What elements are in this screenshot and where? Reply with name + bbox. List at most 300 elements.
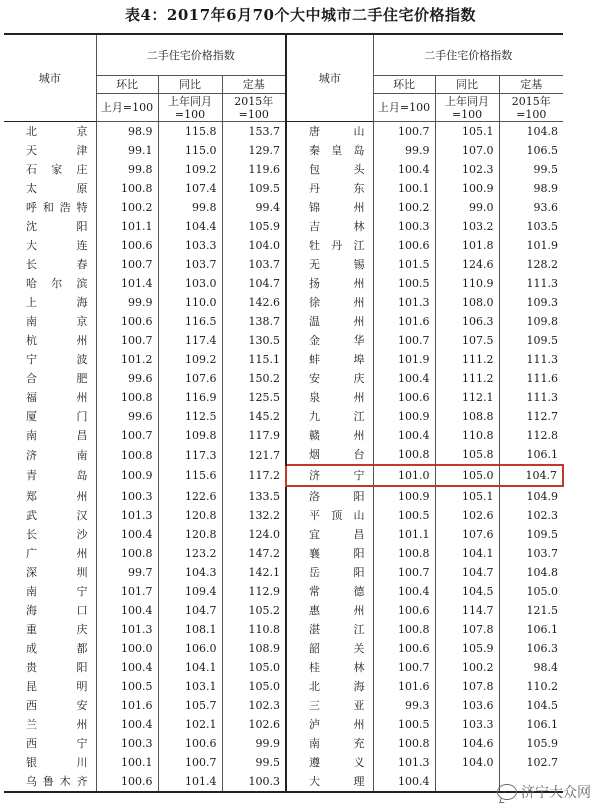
left-base-cell: 103.7: [222, 255, 286, 274]
right-yoy-cell: 104.7: [435, 563, 499, 582]
right-yoy-cell: 106.3: [435, 312, 499, 331]
left-city-cell: 西安: [26, 699, 88, 712]
right-yoy-cell: 107.0: [435, 141, 499, 160]
left-yoy-cell: 100.6: [158, 734, 222, 753]
right-mom-cell: 100.4: [373, 369, 435, 388]
table-row: [4, 486, 563, 506]
left-base-cell: 147.2: [222, 544, 286, 563]
table-row: [4, 122, 563, 142]
right-mom-cell: 100.7: [373, 122, 435, 142]
right-city-cell: 惠州: [286, 601, 373, 620]
base-base-left: 2015年=100: [222, 94, 286, 122]
left-city-cell: 石家庄: [26, 163, 88, 176]
left-yoy-cell: 120.8: [158, 525, 222, 544]
table-row: [4, 293, 563, 312]
left-city-cell: 厦门: [26, 410, 88, 423]
left-yoy-cell: 107.6: [158, 369, 222, 388]
table-row: [4, 620, 563, 639]
table-row: [4, 544, 563, 563]
right-mom-cell: 100.8: [373, 734, 435, 753]
left-base-cell: 105.9: [222, 217, 286, 236]
right-city-cell: 北海: [286, 677, 373, 696]
left-base-cell: 125.5: [222, 388, 286, 407]
right-mom-cell: 101.9: [373, 350, 435, 369]
table-row: [4, 179, 563, 198]
left-city-cell: 贵阳: [26, 661, 88, 674]
right-yoy-cell: 100.2: [435, 658, 499, 677]
table-row: [4, 715, 563, 734]
right-mom-cell: 100.5: [373, 715, 435, 734]
right-yoy-cell: 112.1: [435, 388, 499, 407]
right-base-cell: 99.5: [499, 160, 563, 179]
left-city-cell: 青岛: [26, 469, 88, 482]
right-yoy-cell: 103.6: [435, 696, 499, 715]
right-yoy-cell: 107.6: [435, 525, 499, 544]
left-base-cell: 130.5: [222, 331, 286, 350]
right-city-cell: 牡丹江: [286, 236, 373, 255]
left-city-cell: 大连: [26, 239, 88, 252]
right-base-cell: 102.7: [499, 753, 563, 772]
right-yoy-cell: 99.0: [435, 198, 499, 217]
left-base-cell: 119.6: [222, 160, 286, 179]
right-base-cell: 111.3: [499, 350, 563, 369]
table-row: [4, 639, 563, 658]
left-yoy-cell: 103.0: [158, 274, 222, 293]
left-yoy-cell: 122.6: [158, 486, 222, 506]
table-row: [4, 734, 563, 753]
right-base-cell: 112.7: [499, 407, 563, 426]
right-yoy-cell: 103.3: [435, 715, 499, 734]
right-mom-cell: 100.4: [373, 582, 435, 601]
left-yoy-cell: 115.0: [158, 141, 222, 160]
left-city-cell: 西宁: [26, 737, 88, 750]
left-mom-cell: 100.0: [96, 639, 158, 658]
right-base-cell: 105.9: [499, 734, 563, 753]
left-yoy-cell: 108.1: [158, 620, 222, 639]
right-yoy-cell: 107.8: [435, 677, 499, 696]
table-row: [4, 236, 563, 255]
left-mom-cell: 100.5: [96, 677, 158, 696]
right-mom-cell: 100.8: [373, 620, 435, 639]
left-yoy-cell: 103.1: [158, 677, 222, 696]
left-city-cell: 银川: [26, 756, 88, 769]
left-yoy-cell: 101.4: [158, 772, 222, 792]
left-yoy-cell: 117.3: [158, 445, 222, 465]
left-yoy-cell: 109.4: [158, 582, 222, 601]
left-mom-cell: 100.8: [96, 445, 158, 465]
right-mom-cell: 100.6: [373, 601, 435, 620]
left-yoy-cell: 110.0: [158, 293, 222, 312]
left-mom-cell: 100.9: [96, 465, 158, 486]
right-yoy-cell: 104.6: [435, 734, 499, 753]
right-city-cell: 湛江: [286, 620, 373, 639]
right-yoy-cell: 108.8: [435, 407, 499, 426]
left-base-cell: 102.3: [222, 696, 286, 715]
right-base-cell: 109.5: [499, 331, 563, 350]
left-city-cell: 长春: [26, 258, 88, 271]
right-base-cell: 128.2: [499, 255, 563, 274]
right-city-cell: 南充: [286, 734, 373, 753]
right-base-cell: 101.9: [499, 236, 563, 255]
left-city-cell: 呼和浩特: [26, 201, 88, 214]
right-mom-cell: 100.5: [373, 274, 435, 293]
left-yoy-cell: 109.2: [158, 160, 222, 179]
left-mom-cell: 100.7: [96, 331, 158, 350]
left-base-cell: 142.1: [222, 563, 286, 582]
chat-bubble-icon: [497, 784, 517, 800]
left-yoy-cell: 106.0: [158, 639, 222, 658]
table-header: [4, 34, 563, 122]
base-yoy-right: 上年同月=100: [435, 94, 499, 122]
left-city-cell: 广州: [26, 547, 88, 560]
left-mom-cell: 101.4: [96, 274, 158, 293]
left-base-cell: 99.5: [222, 753, 286, 772]
right-base-cell: 104.8: [499, 563, 563, 582]
left-base-cell: 99.4: [222, 198, 286, 217]
right-yoy-cell: 105.8: [435, 445, 499, 465]
left-yoy-cell: 115.8: [158, 122, 222, 142]
left-yoy-cell: 104.3: [158, 563, 222, 582]
left-city-cell: 昆明: [26, 680, 88, 693]
right-base-cell: 93.6: [499, 198, 563, 217]
left-city-cell: 海口: [26, 604, 88, 617]
right-mom-cell: 101.3: [373, 293, 435, 312]
left-base-cell: 110.8: [222, 620, 286, 639]
right-base-cell: 104.7: [499, 465, 563, 486]
right-mom-cell: 100.4: [373, 426, 435, 445]
left-base-cell: 109.5: [222, 179, 286, 198]
table-row: [4, 658, 563, 677]
left-base-cell: 104.7: [222, 274, 286, 293]
right-city-cell: 温州: [286, 312, 373, 331]
right-city-cell: 遵义: [286, 753, 373, 772]
right-mom-cell: 101.6: [373, 312, 435, 331]
right-mom-cell: 101.6: [373, 677, 435, 696]
left-mom-cell: 101.3: [96, 506, 158, 525]
right-city-cell: 常德: [286, 582, 373, 601]
left-mom-cell: 100.3: [96, 486, 158, 506]
right-city-cell: 桂林: [286, 658, 373, 677]
right-base-cell: 103.5: [499, 217, 563, 236]
left-city-cell: 哈尔滨: [26, 277, 88, 290]
left-yoy-cell: 112.5: [158, 407, 222, 426]
left-yoy-cell: 100.7: [158, 753, 222, 772]
col-yoy-right: 同比: [435, 76, 499, 94]
left-mom-cell: 99.9: [96, 293, 158, 312]
left-base-cell: 142.6: [222, 293, 286, 312]
right-base-cell: 106.1: [499, 620, 563, 639]
table-title: 表4：2017年6月70个大中城市二手住宅价格指数: [125, 6, 476, 24]
left-mom-cell: 98.9: [96, 122, 158, 142]
left-mom-cell: 99.6: [96, 369, 158, 388]
right-base-cell: 109.8: [499, 312, 563, 331]
left-base-cell: 133.5: [222, 486, 286, 506]
right-yoy-cell: 100.9: [435, 179, 499, 198]
right-base-cell: 104.8: [499, 122, 563, 142]
left-city-cell: 深圳: [26, 566, 88, 579]
right-city-cell: 吉林: [286, 217, 373, 236]
left-base-cell: 153.7: [222, 122, 286, 142]
right-base-cell: 106.1: [499, 715, 563, 734]
right-yoy-cell: 102.3: [435, 160, 499, 179]
right-base-cell: 105.0: [499, 582, 563, 601]
col-mom-right: 环比: [373, 76, 435, 94]
right-yoy-cell: 111.2: [435, 369, 499, 388]
table-row: [4, 198, 563, 217]
right-base-cell: 98.4: [499, 658, 563, 677]
right-base-cell: 103.7: [499, 544, 563, 563]
right-yoy-cell: 105.1: [435, 122, 499, 142]
col-base-left: 定基: [222, 76, 286, 94]
left-city-cell: 福州: [26, 391, 88, 404]
right-mom-cell: 100.9: [373, 486, 435, 506]
right-base-cell: 111.3: [499, 388, 563, 407]
right-city-cell: 韶关: [286, 639, 373, 658]
left-base-cell: 117.2: [222, 465, 286, 486]
right-city-cell: 岳阳: [286, 563, 373, 582]
right-city-cell: 泉州: [286, 388, 373, 407]
right-mom-cell: 101.0: [373, 465, 435, 486]
right-mom-cell: 100.8: [373, 544, 435, 563]
left-mom-cell: 100.6: [96, 772, 158, 792]
table-row: [4, 525, 563, 544]
left-city-cell: 长沙: [26, 528, 88, 541]
right-yoy-cell: [435, 772, 499, 792]
right-yoy-cell: 110.9: [435, 274, 499, 293]
left-yoy-cell: 104.1: [158, 658, 222, 677]
left-city-cell: 杭州: [26, 334, 88, 347]
table-row: [4, 255, 563, 274]
table-row: [4, 331, 563, 350]
right-city-cell: 三亚: [286, 696, 373, 715]
right-mom-cell: 101.5: [373, 255, 435, 274]
left-yoy-cell: 103.7: [158, 255, 222, 274]
right-mom-cell: 101.1: [373, 525, 435, 544]
right-mom-cell: 100.7: [373, 563, 435, 582]
left-city-cell: 南昌: [26, 429, 88, 442]
right-yoy-cell: 110.8: [435, 426, 499, 445]
right-city-cell: 烟台: [286, 445, 373, 465]
right-mom-cell: 100.9: [373, 407, 435, 426]
right-mom-cell: 100.8: [373, 445, 435, 465]
right-city-cell: 安庆: [286, 369, 373, 388]
watermark: [497, 782, 591, 802]
left-mom-cell: 100.8: [96, 388, 158, 407]
left-mom-cell: 99.7: [96, 563, 158, 582]
right-city-cell: 平顶山: [286, 506, 373, 525]
left-yoy-cell: 117.4: [158, 331, 222, 350]
right-city-cell: 宜昌: [286, 525, 373, 544]
left-city-cell: 兰州: [26, 718, 88, 731]
index-group-header-right: 二手住宅价格指数: [373, 34, 563, 76]
left-mom-cell: 101.7: [96, 582, 158, 601]
left-yoy-cell: 116.9: [158, 388, 222, 407]
right-mom-cell: 100.7: [373, 658, 435, 677]
right-base-cell: 104.5: [499, 696, 563, 715]
left-mom-cell: 100.7: [96, 426, 158, 445]
left-mom-cell: 100.4: [96, 715, 158, 734]
left-city-cell: 重庆: [26, 623, 88, 636]
left-mom-cell: 100.4: [96, 525, 158, 544]
right-city-cell: 锦州: [286, 198, 373, 217]
left-mom-cell: 99.1: [96, 141, 158, 160]
left-base-cell: 145.2: [222, 407, 286, 426]
table-row: [4, 601, 563, 620]
left-mom-cell: 99.6: [96, 407, 158, 426]
left-mom-cell: 100.7: [96, 255, 158, 274]
table-row: [4, 350, 563, 369]
right-city-cell: 泸州: [286, 715, 373, 734]
left-base-cell: 115.1: [222, 350, 286, 369]
right-base-cell: 109.5: [499, 525, 563, 544]
left-city-cell: 沈阳: [26, 220, 88, 233]
right-city-cell: 洛阳: [286, 486, 373, 506]
right-base-cell: 110.2: [499, 677, 563, 696]
left-yoy-cell: 109.8: [158, 426, 222, 445]
right-mom-cell: 100.7: [373, 331, 435, 350]
right-mom-cell: 99.9: [373, 141, 435, 160]
right-city-cell: 秦皇岛: [286, 141, 373, 160]
right-mom-cell: 100.5: [373, 506, 435, 525]
city-header-left: 城市: [38, 71, 61, 85]
table-row: [4, 141, 563, 160]
right-base-cell: 102.3: [499, 506, 563, 525]
table-row: [4, 388, 563, 407]
right-city-cell: 赣州: [286, 426, 373, 445]
table-row: [4, 445, 563, 465]
right-base-cell: 106.5: [499, 141, 563, 160]
table-row: [4, 369, 563, 388]
right-yoy-cell: 104.0: [435, 753, 499, 772]
right-yoy-cell: 104.1: [435, 544, 499, 563]
right-city-cell: 金华: [286, 331, 373, 350]
base-yoy-left: 上年同月=100: [158, 94, 222, 122]
right-yoy-cell: 101.8: [435, 236, 499, 255]
right-yoy-cell: 124.6: [435, 255, 499, 274]
left-base-cell: 105.2: [222, 601, 286, 620]
col-base-right: 定基: [499, 76, 563, 94]
base-mom-right: 上月=100: [373, 94, 435, 122]
table-row: [4, 465, 563, 486]
right-base-cell: 121.5: [499, 601, 563, 620]
right-base-cell: 106.1: [499, 445, 563, 465]
left-mom-cell: 100.6: [96, 236, 158, 255]
right-base-cell: 112.8: [499, 426, 563, 445]
left-yoy-cell: 120.8: [158, 506, 222, 525]
left-yoy-cell: 102.1: [158, 715, 222, 734]
base-mom-left: 上月=100: [96, 94, 158, 122]
left-yoy-cell: 104.4: [158, 217, 222, 236]
right-city-cell: 蚌埠: [286, 350, 373, 369]
left-yoy-cell: 115.6: [158, 465, 222, 486]
left-city-cell: 南京: [26, 315, 88, 328]
left-base-cell: 102.6: [222, 715, 286, 734]
left-mom-cell: 100.3: [96, 734, 158, 753]
left-base-cell: 104.0: [222, 236, 286, 255]
left-city-cell: 南宁: [26, 585, 88, 598]
left-mom-cell: 101.6: [96, 696, 158, 715]
right-city-cell: 扬州: [286, 274, 373, 293]
right-mom-cell: 100.2: [373, 198, 435, 217]
table-row: [4, 772, 563, 792]
watermark-text: 济宁大众网: [521, 785, 591, 801]
table-row: [4, 677, 563, 696]
left-mom-cell: 101.1: [96, 217, 158, 236]
price-index-table: [4, 33, 564, 793]
right-mom-cell: 100.6: [373, 388, 435, 407]
right-city-cell: 丹东: [286, 179, 373, 198]
left-base-cell: 121.7: [222, 445, 286, 465]
left-base-cell: 100.3: [222, 772, 286, 792]
right-yoy-cell: 107.5: [435, 331, 499, 350]
left-base-cell: 132.2: [222, 506, 286, 525]
right-base-cell: 111.3: [499, 274, 563, 293]
col-yoy-left: 同比: [158, 76, 222, 94]
index-group-header-left: 二手住宅价格指数: [96, 34, 286, 76]
right-city-cell: 徐州: [286, 293, 373, 312]
left-city-cell: 太原: [26, 182, 88, 195]
left-yoy-cell: 116.5: [158, 312, 222, 331]
right-city-cell: 襄阳: [286, 544, 373, 563]
right-yoy-cell: 105.9: [435, 639, 499, 658]
right-city-cell: 唐山: [286, 122, 373, 142]
left-city-cell: 合肥: [26, 372, 88, 385]
right-base-cell: 109.3: [499, 293, 563, 312]
right-mom-cell: 99.3: [373, 696, 435, 715]
col-mom-left: 环比: [96, 76, 158, 94]
left-base-cell: 124.0: [222, 525, 286, 544]
city-header-right: 城市: [286, 34, 373, 122]
left-base-cell: 112.9: [222, 582, 286, 601]
table-row: [4, 312, 563, 331]
right-yoy-cell: 111.2: [435, 350, 499, 369]
left-yoy-cell: 103.3: [158, 236, 222, 255]
table-row: [4, 407, 563, 426]
right-city-cell: 无锡: [286, 255, 373, 274]
left-city-cell: 天津: [26, 144, 88, 157]
left-yoy-cell: 99.8: [158, 198, 222, 217]
right-yoy-cell: 108.0: [435, 293, 499, 312]
left-base-cell: 99.9: [222, 734, 286, 753]
left-city-cell: 宁波: [26, 353, 88, 366]
left-city-cell: 济南: [26, 448, 88, 462]
right-mom-cell: 100.3: [373, 217, 435, 236]
left-yoy-cell: 109.2: [158, 350, 222, 369]
left-mom-cell: 100.4: [96, 601, 158, 620]
left-base-cell: 150.2: [222, 369, 286, 388]
left-mom-cell: 100.2: [96, 198, 158, 217]
right-yoy-cell: 103.2: [435, 217, 499, 236]
table-row: [4, 426, 563, 445]
right-city-cell: 大理: [286, 772, 373, 792]
table-row: [4, 582, 563, 601]
left-base-cell: 108.9: [222, 639, 286, 658]
left-mom-cell: 100.1: [96, 753, 158, 772]
right-mom-cell: 101.3: [373, 753, 435, 772]
table-row: [4, 563, 563, 582]
left-base-cell: 105.0: [222, 677, 286, 696]
base-base-right: 2015年=100: [499, 94, 563, 122]
right-mom-cell: 100.6: [373, 236, 435, 255]
right-base-cell: 104.9: [499, 486, 563, 506]
right-yoy-cell: 107.8: [435, 620, 499, 639]
right-mom-cell: 100.4: [373, 160, 435, 179]
left-city-cell: 北京: [26, 125, 88, 138]
right-mom-cell: 100.6: [373, 639, 435, 658]
table-row: [4, 217, 563, 236]
table-row: [4, 274, 563, 293]
right-yoy-cell: 105.1: [435, 486, 499, 506]
